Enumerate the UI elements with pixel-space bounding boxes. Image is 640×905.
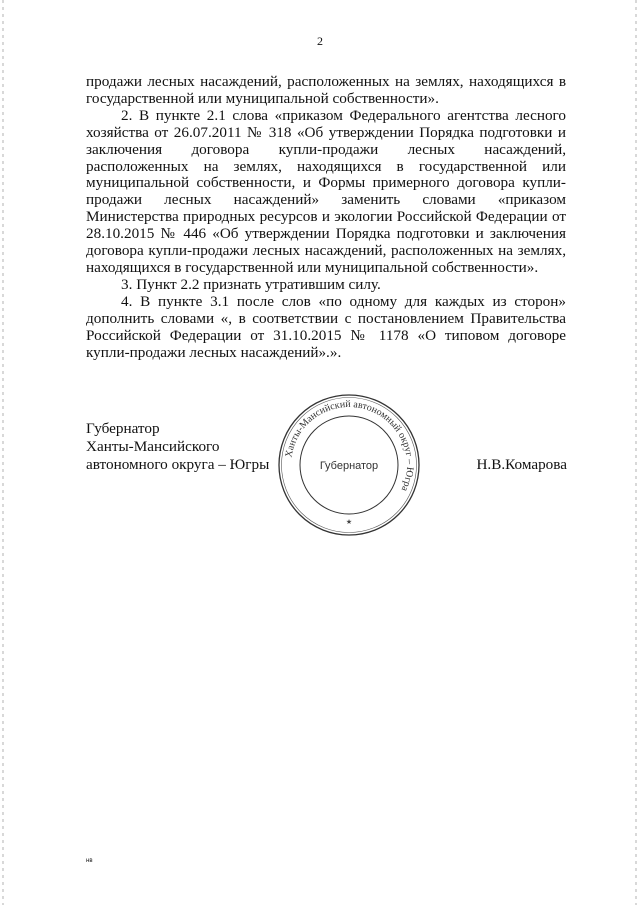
official-seal — [276, 392, 422, 538]
paragraph-continuation: продажи лесных насаждений, расположенных на землях, находящихся в государственной или муниципальной собственности». — [86, 73, 566, 107]
signatory-title-line-1: Губернатор — [86, 420, 160, 437]
scan-edge-right — [635, 0, 637, 905]
scan-edge-left — [2, 0, 4, 905]
signatory-name: Н.В.Комарова — [476, 456, 567, 473]
paragraph-item-2: 2. В пункте 2.1 слова «приказом Федерального агентства лесного хозяйства от 26.07.2011 № 318 «Об утверждении Порядка подготовки и заключения договора купли-продажи лесных насаждений, расположенных на землях, находящихся в государственной или муниципальной собственности, и Формы примерного договора купли-продажи лесных насаждений» заменить словами «приказом Министерства природных ресурсов и экологии Российской Федерации от 28.10.2015 № 446 «Об утверждении Порядка подготовки и заключения договора купли-продажи лесных насаждений, расположенных на землях, находящихся в государственной или муниципальной собственности». — [86, 106, 566, 276]
seal-ring-text: Ханты-Мансийский автономный округ – Югра — [283, 398, 416, 493]
signatory-title-line-3: автономного округа – Югры — [86, 456, 270, 473]
paragraph-item-4: 4. В пункте 3.1 после слов «по одному для каждых из сторон» дополнить словами «, в соответствии с постановлением Правительства Российской Федерации от 31.10.2015 № 1178 «О типовом договоре купли-продажи лесных насаждений».». — [86, 292, 566, 361]
seal-center-text: Губернатор — [319, 460, 379, 472]
footer-code: нв — [86, 858, 93, 864]
paragraph-item-3: 3. Пункт 2.2 признать утратившим силу. — [121, 275, 381, 293]
seal-star-icon: ★ — [345, 519, 353, 526]
page-number: 2 — [317, 34, 323, 48]
signatory-title — [86, 420, 269, 474]
document-body — [86, 74, 566, 361]
signatory-title-line-2: Ханты-Мансийского — [86, 438, 220, 455]
